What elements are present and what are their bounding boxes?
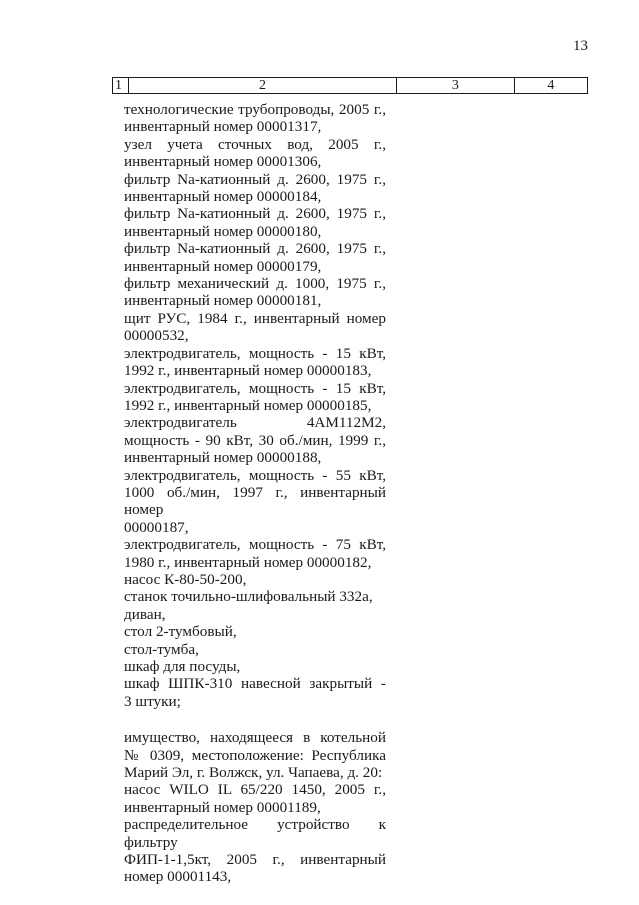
text-line: распределительное устройство к фильтру [124,816,386,851]
text-line: инвентарный номер 00000181, [124,292,322,310]
text-line: инвентарный номер 00000179, [124,257,322,275]
text-line: инвентарный номер 00001306, [124,153,322,171]
text-line: электродвигатель, мощность - 75 кВт, [124,536,386,554]
text-line: электродвигатель 4АМ112М2, [124,414,386,432]
text-line: инвентарный номер 00000180, [124,222,322,240]
text-line: имущество, находящееся в котельной [124,729,386,747]
text-line: номер 00001143, [124,868,232,886]
text-line: шкаф ШПК-310 навесной закрытый - [124,675,386,693]
text-line: 1992 г., инвентарный номер 00000185, [124,396,372,414]
text-line: 00000532, [124,327,189,345]
property-block-1 [124,101,386,710]
column-header-table [112,77,588,94]
text-line: фильтр Na-катионный д. 2600, 1975 г., [124,205,386,223]
column-number-1: 1 [113,78,129,94]
text-line: инвентарный номер 00000188, [124,449,322,467]
text-line: № 0309, местоположение: Республика [124,746,386,764]
text-line: насос WILO IL 65/220 1450, 2005 г., [124,781,386,799]
text-line: инвентарный номер 00001317, [124,118,322,136]
text-line: фильтр Na-катионный д. 2600, 1975 г., [124,240,386,258]
text-line: 1980 г., инвентарный номер 00000182, [124,553,372,571]
text-line: 1000 об./мин, 1997 г., инвентарный номер [124,483,386,519]
table-header-row [113,78,588,94]
text-line: 1992 г., инвентарный номер 00000183, [124,362,372,380]
text-line: инвентарный номер 00000184, [124,188,322,206]
text-line: насос К-80-50-200, [124,570,247,588]
text-line: стол 2-тумбовый, [124,623,237,641]
text-line: стол-тумба, [124,640,199,658]
text-line: электродвигатель, мощность - 15 кВт, [124,379,386,397]
text-line: мощность - 90 кВт, 30 об./мин, 1999 г., [124,431,386,449]
column-number-3: 3 [396,78,514,94]
text-line: технологические трубопроводы, 2005 г., [124,101,386,118]
text-line: станок точильно-шлифовальный 332а, [124,588,373,606]
column-number-4: 4 [514,78,587,94]
property-list [124,101,386,886]
text-line: Марий Эл, г. Волжск, ул. Чапаева, д. 20: [124,764,383,782]
text-line: электродвигатель, мощность - 15 кВт, [124,344,386,362]
text-line: узел учета сточных вод, 2005 г., [124,135,386,153]
column-number-2: 2 [128,78,396,94]
paragraph-gap [124,710,386,729]
text-line: щит РУС, 1984 г., инвентарный номер [124,309,386,327]
text-line: электродвигатель, мощность - 55 кВт, [124,466,386,484]
property-block-2 [124,729,386,886]
text-line: шкаф для посуды, [124,658,241,675]
text-line: 3 штуки; [124,692,181,710]
text-line: фильтр Na-катионный д. 2600, 1975 г., [124,170,386,188]
text-line: ФИП-1-1,5кт, 2005 г., инвентарный [124,851,386,869]
page-number: 13 [573,38,588,54]
text-line: инвентарный номер 00001189, [124,798,321,816]
text-line: диван, [124,605,166,623]
text-line: фильтр механический д. 1000, 1975 г., [124,275,386,293]
text-line: 00000187, [124,518,189,536]
